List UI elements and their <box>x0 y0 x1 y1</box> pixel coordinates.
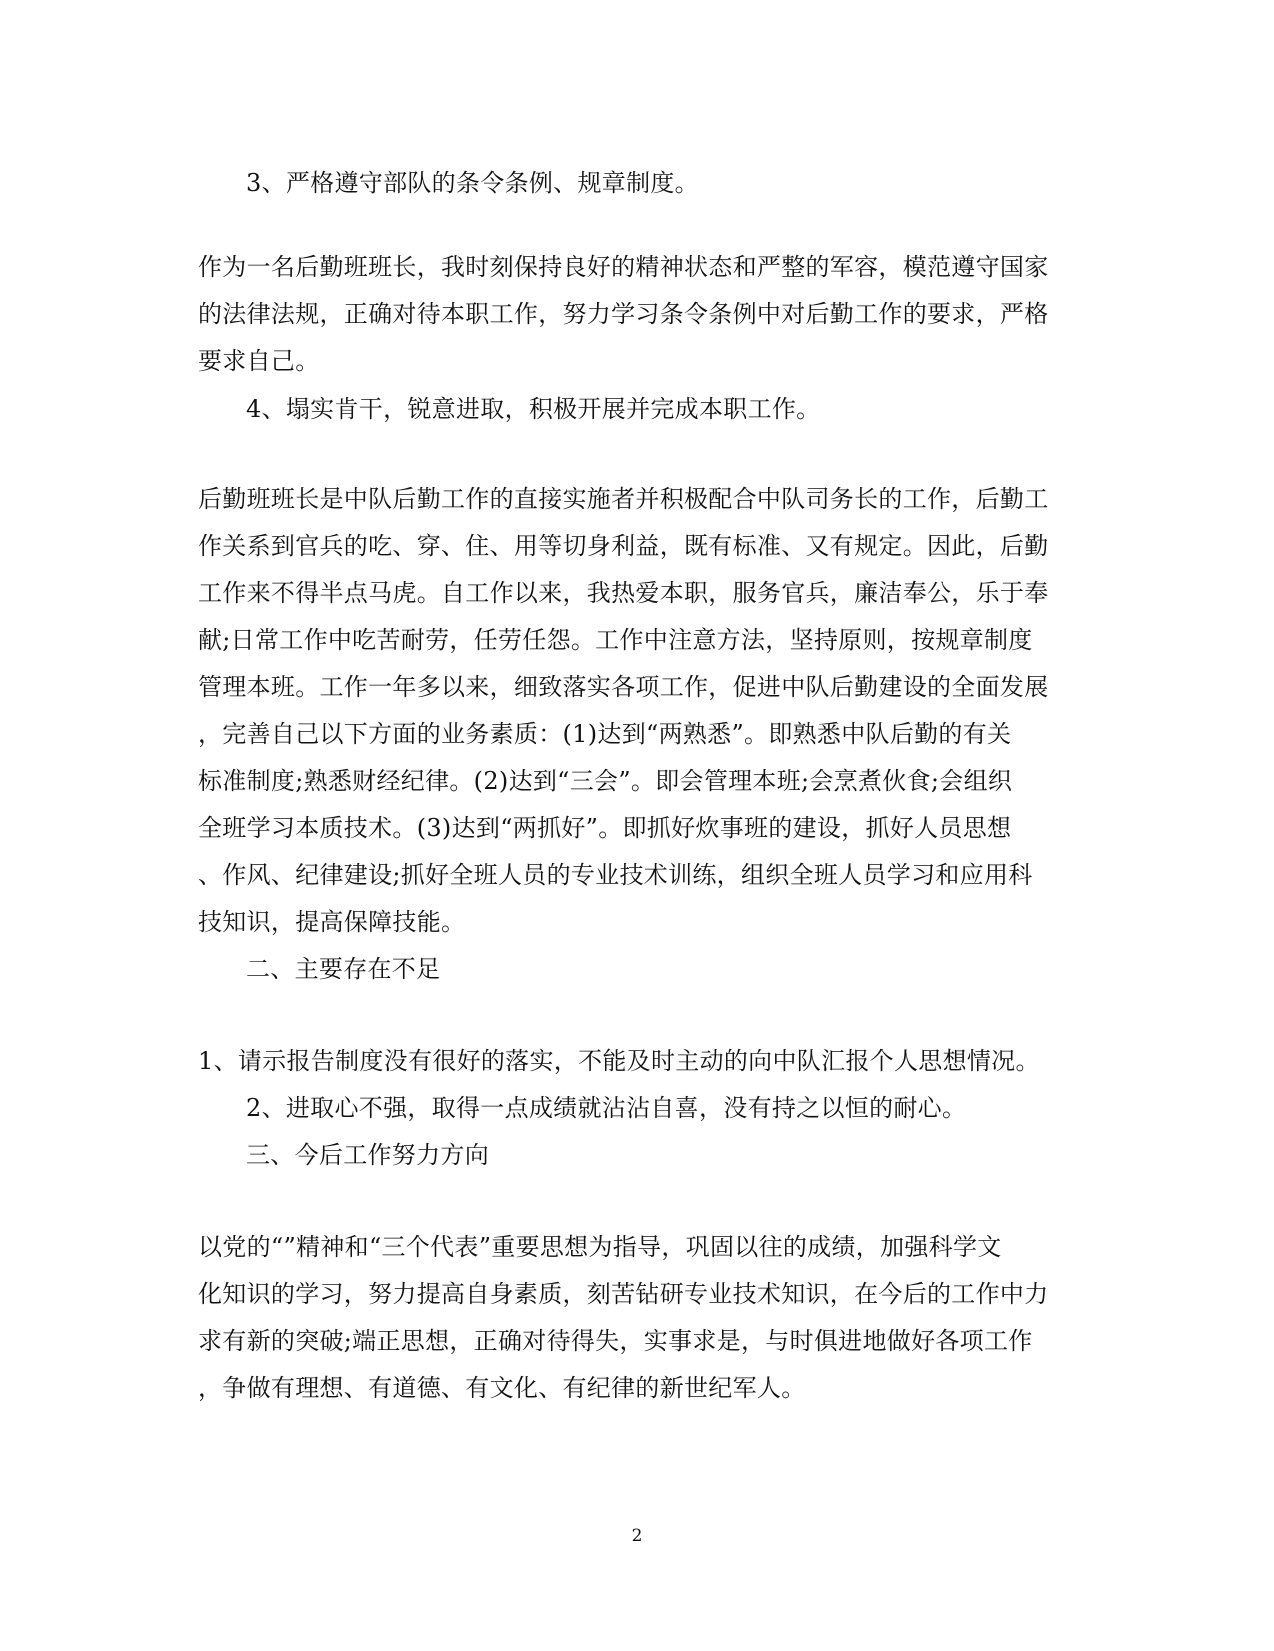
paragraph-line: 后勤班班长是中队后勤工作的直接实施者并积极配合中队司务长的工作，后勤工 <box>198 485 1049 513</box>
page-number: 2 <box>631 1526 643 1546</box>
list-item: 1、请示报告制度没有很好的落实，不能及时主动的向中队汇报个人思想情况。 <box>198 1047 1040 1075</box>
list-item-heading: 3、严格遵守部队的条令条例、规章制度。 <box>246 169 699 197</box>
paragraph-line: ，争做有理想、有道德、有文化、有纪律的新世纪军人。 <box>198 1374 806 1402</box>
paragraph-line: 的法律法规，正确对待本职工作，努力学习条令条例中对后勤工作的要求，严格 <box>198 300 1049 328</box>
paragraph-line: 工作来不得半点马虎。自工作以来，我热爱本职，服务官兵，廉洁奉公，乐于奉 <box>198 579 1049 607</box>
section-heading: 三、今后工作努力方向 <box>246 1141 489 1169</box>
paragraph-line: 以党的“”精神和“三个代表”重要思想为指导，巩固以往的成绩，加强科学文 <box>198 1233 1002 1261</box>
paragraph-line: 、作风、纪律建设;抓好全班人员的专业技术训练，组织全班人员学习和应用科 <box>198 861 1033 889</box>
paragraph-line: 作为一名后勤班班长，我时刻保持良好的精神状态和严整的军容，模范遵守国家 <box>198 253 1049 281</box>
paragraph-line: 献;日常工作中吃苦耐劳，任劳任怨。工作中注意方法，坚持原则，按规章制度 <box>198 626 1033 654</box>
paragraph-line: ，完善自己以下方面的业务素质：(1)达到“两熟悉”。即熟悉中队后勤的有关 <box>198 720 1012 748</box>
list-item: 2、进取心不强，取得一点成绩就沾沾自喜，没有持之以恒的耐心。 <box>246 1094 967 1122</box>
paragraph-line: 技知识，提高保障技能。 <box>198 908 466 936</box>
paragraph-line: 管理本班。工作一年多以来，细致落实各项工作，促进中队后勤建设的全面发展 <box>198 673 1049 701</box>
paragraph-line: 标准制度;熟悉财经纪律。(2)达到“三会”。即会管理本班;会烹煮伙食;会组织 <box>198 767 1013 795</box>
paragraph-line: 化知识的学习，努力提高自身素质，刻苦钻研专业技术知识，在今后的工作中力 <box>198 1280 1049 1308</box>
paragraph-line: 作关系到官兵的吃、穿、住、用等切身利益，既有标准、又有规定。因此，后勤 <box>198 532 1049 560</box>
paragraph-line: 全班学习本质技术。(3)达到“两抓好”。即抓好炊事班的建设，抓好人员思想 <box>198 814 1012 842</box>
paragraph-line: 要求自己。 <box>198 347 320 375</box>
list-item-heading: 4、塌实肯干，锐意进取，积极开展并完成本职工作。 <box>246 395 821 423</box>
paragraph-line: 求有新的突破;端正思想，正确对待得失，实事求是，与时俱进地做好各项工作 <box>198 1327 1033 1355</box>
section-heading: 二、主要存在不足 <box>246 955 441 983</box>
